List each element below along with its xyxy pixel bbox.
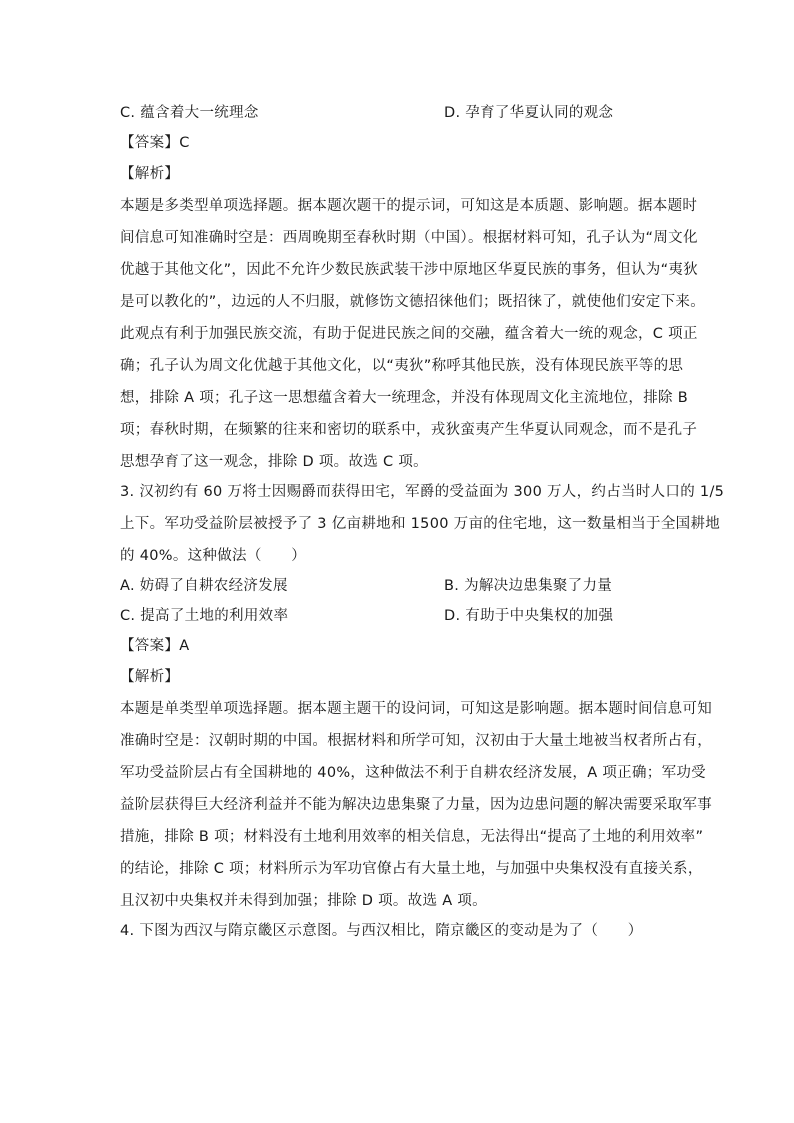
q3-option-a[interactable]: A. 妨碍了自耕农经济发展 [120, 578, 288, 594]
q3-option-c[interactable]: C. 提高了土地的利用效率 [120, 608, 289, 624]
q3-analysis-line: 准确时空是：汉朝时期的中国。根据材料和所学可知，汉初由于大量土地被当权者所占有， [120, 733, 712, 749]
q2-analysis-line: 间信息可知准确时空是：西周晚期至春秋时期（中国）。根据材料可知，孔子认为“周文化 [120, 230, 698, 246]
q2-analysis-line: 此观点有利于加强民族交流，有助于促进民族之间的交融，蕴含着大一统的观念，C 项正 [120, 326, 698, 342]
q2-analysis-heading: 【解析】 [120, 166, 180, 182]
q3-stem-line: 的 40%。这种做法（ ） [120, 548, 307, 564]
q2-analysis-line: 思想孕育了这一观念，排除 D 项。故选 C 项。 [120, 454, 428, 470]
q3-analysis-line: 的结论，排除 C 项；材料所示为军功官僚占有大量土地，与加强中央集权没有直接关系， [120, 861, 703, 877]
q3-option-b[interactable]: B. 为解决边患集聚了力量 [444, 578, 613, 594]
q2-answer: 【答案】C [120, 135, 190, 151]
q3-analysis-line: 本题是单类型单项选择题。据本题主题干的设问词，可知这是影响题。据本题时间信息可知 [120, 701, 712, 717]
q3-analysis-line: 措施，排除 B 项；材料没有土地利用效率的相关信息，无法得出“提高了土地的利用效率” [120, 829, 704, 845]
q3-answer: 【答案】A [120, 638, 190, 654]
q3-stem-line: 上下。军功受益阶层被授予了 3 亿亩耕地和 1500 万亩的住宅地，这一数量相当于全国耕地 [120, 516, 721, 532]
q3-option-d[interactable]: D. 有助于中央集权的加强 [444, 608, 614, 624]
q3-analysis-line: 益阶层获得巨大经济利益并不能为解决边患集聚了力量，因为边患问题的解决需要采取军事 [120, 797, 712, 813]
q3-stem-line: 3. 汉初约有 60 万将士因赐爵而获得田宅，军爵的受益面为 300 万人，约占当时人口的 1/5 [120, 484, 725, 500]
q2-analysis-line: 想，排除 A 项；孔子这一思想蕴含着大一统理念，并没有体现周文化主流地位，排除 B [120, 390, 688, 406]
q2-analysis-line: 本题是多类型单项选择题。据本题次题干的提示词，可知这是本质题、影响题。据本题时 [120, 198, 698, 214]
q3-analysis-line: 且汉初中央集权并未得到加强；排除 D 项。故选 A 项。 [120, 893, 487, 909]
q2-analysis-line: 是可以教化的”，边远的人不归服，就修饬文德招徕他们；既招徕了，就使他们安定下来。 [120, 294, 706, 310]
q2-option-d[interactable]: D. 孕育了华夏认同的观念 [444, 105, 614, 121]
q4-stem: 4. 下图为西汉与隋京畿区示意图。与西汉相比，隋京畿区的变动是为了（ ） [120, 923, 643, 939]
q3-analysis-line: 军功受益阶层占有全国耕地的 40%，这种做法不利于自耕农经济发展，A 项正确；军功受 [120, 765, 706, 781]
q2-analysis-line: 确；孔子认为周文化优越于其他文化，以“夷狄”称呼其他民族，没有体现民族平等的思 [120, 358, 684, 374]
q2-option-c[interactable]: C. 蕴含着大一统理念 [120, 105, 259, 121]
q2-analysis-line: 优越于其他文化”，因此不允许少数民族武装干涉中原地区华夏民族的事务，但认为“夷狄 [120, 262, 699, 278]
q2-analysis-line: 项；春秋时期，在频繁的往来和密切的联系中，戎狄蛮夷产生华夏认同观念，而不是孔子 [120, 422, 698, 438]
q3-analysis-heading: 【解析】 [120, 669, 180, 685]
